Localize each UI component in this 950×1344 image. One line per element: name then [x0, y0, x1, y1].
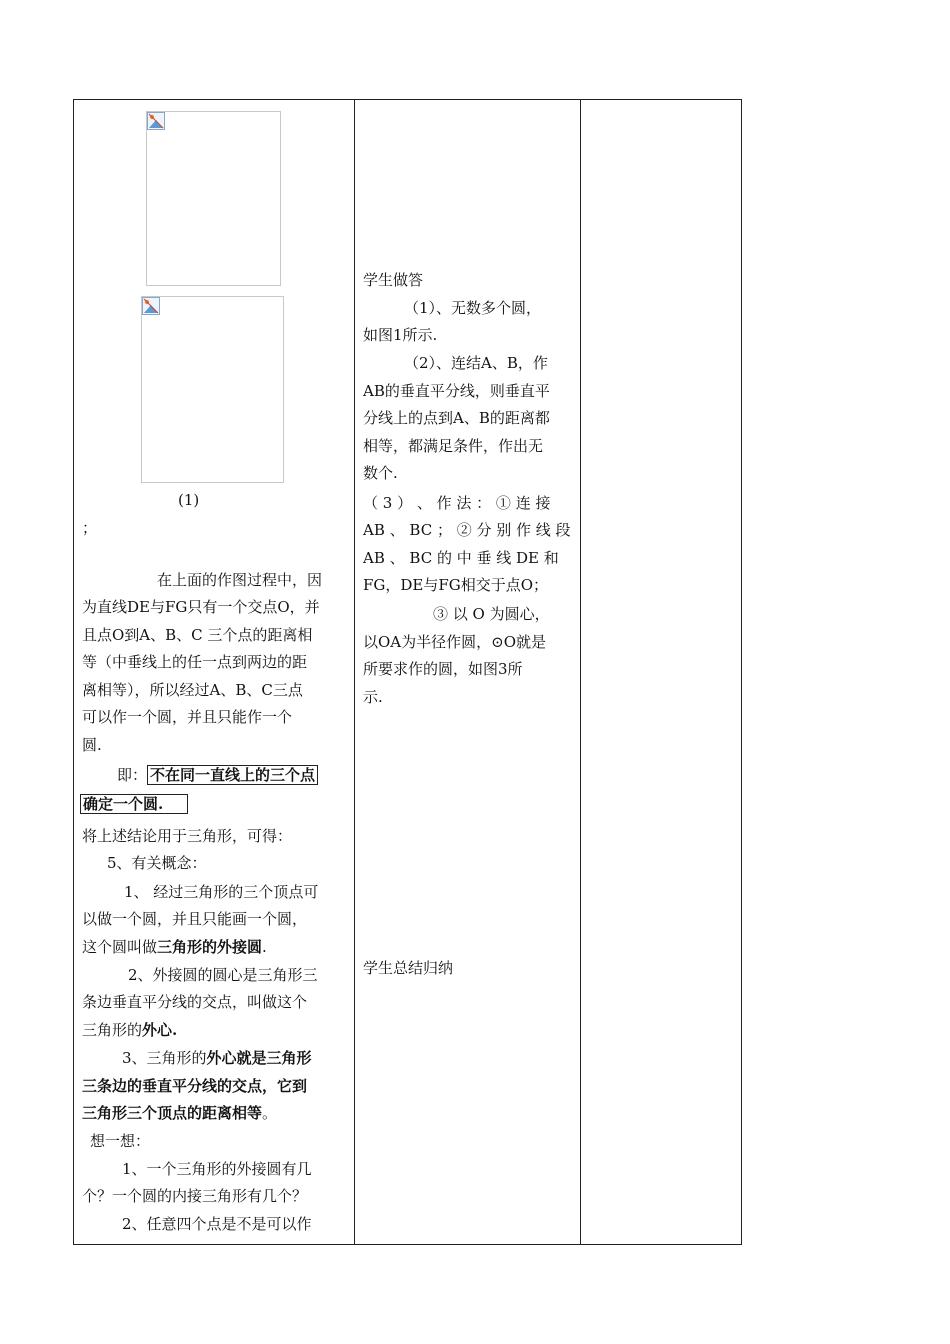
answer-1-line: （1）、无数多个圆，: [404, 299, 542, 317]
broken-image-icon: [147, 112, 165, 130]
summary-text: 学生总结归纳: [363, 959, 454, 977]
answer-4-line: ③ 以 O 为圆心，: [433, 605, 550, 623]
answer-3-line: FG，DE与FG相交于点O；: [363, 576, 549, 594]
conclusion-prefix: 即：: [117, 766, 148, 784]
answer-2-line: 分线上的点到A、B的距离都: [363, 409, 550, 427]
concept-3-line-2: 三条边的垂直平分线的交点，它到: [82, 1077, 308, 1095]
figure-caption: (1): [178, 491, 200, 509]
concept-3-line-3: [82, 1100, 277, 1128]
column-divider-2: [580, 100, 581, 1244]
answer-1-line: 如图1所示.: [363, 326, 438, 344]
concept-2-line: 2、外接圆的圆心是三角形三: [128, 966, 318, 984]
para-line: 为直线DE与FG只有一个交点O，并: [82, 598, 320, 616]
answer-2-line: （2）、连结A、B，作: [404, 354, 548, 372]
answer-4-line: 所要求作的圆，如图3所: [363, 660, 523, 678]
conclusion-line-2: [80, 791, 188, 819]
concept-3-end: 。: [262, 1104, 278, 1122]
para-line: 等（中垂线上的任一点到两边的距: [82, 653, 308, 671]
stray-semicolon: ；: [82, 519, 98, 537]
concept-1-end: .: [262, 938, 267, 956]
think-question-2: 2、任意四个点是不是可以作: [122, 1215, 312, 1233]
think-question-1: 1、一个三角形的外接圆有几: [122, 1160, 312, 1178]
answer-3-line: AB 、 BC 的 中 垂 线 DE 和: [363, 549, 559, 567]
conclusion-line-1: [117, 762, 318, 790]
concept-2-tail: [82, 1017, 177, 1045]
para-line: 在上面的作图过程中，因: [157, 571, 323, 589]
answer-4-line: 以OA为半径作圆，⊙O就是: [363, 633, 546, 651]
concept-3-bold: 三角形三个顶点的距离相等: [82, 1104, 263, 1122]
theorem-box-1: 不在同一直线上的三个点: [147, 765, 318, 785]
answer-heading: 学生做答: [363, 271, 424, 289]
apply-text: 将上述结论用于三角形，可得：: [82, 827, 293, 845]
circumcircle-term: 三角形的外接圆: [157, 938, 263, 956]
para-line: 离相等），所以经过A、B、C三点: [82, 681, 303, 699]
answer-4-line: 示.: [363, 688, 383, 706]
concept-1-tail: [82, 934, 267, 962]
para-line: 圆.: [82, 736, 102, 754]
concept-3-prefix: 3、三角形的: [122, 1049, 207, 1067]
answer-3-line: AB 、 BC ； ② 分 别 作 线 段: [363, 521, 571, 539]
think-heading: 想一想：: [90, 1132, 151, 1150]
circumcenter-term: 外心.: [142, 1021, 178, 1039]
figure-image-1: [146, 111, 281, 286]
para-line: 可以作一个圆，并且只能作一个: [82, 708, 293, 726]
figure-image-2: [141, 296, 284, 483]
concept-1-plain: 这个圆叫做: [82, 938, 158, 956]
answer-2-line: 数个.: [363, 464, 398, 482]
concept-2-plain: 三角形的: [82, 1021, 143, 1039]
theorem-box-2: 确定一个圆.: [80, 794, 188, 814]
answer-2-line: 相等，都满足条件，作出无: [363, 437, 544, 455]
column-divider-1: [354, 100, 355, 1244]
para-line: 且点O到A、B、C 三个点的距离相: [82, 626, 313, 644]
broken-image-icon: [142, 297, 160, 315]
concepts-heading: 5、有关概念：: [107, 854, 207, 872]
concept-1-line: 1、 经过三角形的三个顶点可: [124, 883, 319, 901]
concept-1-line: 以做一个圆，并且只能画一个圆，: [82, 910, 308, 928]
concept-2-line: 条边垂直平分线的交点，叫做这个: [82, 993, 308, 1011]
answer-2-line: AB的垂直平分线，则垂直平: [363, 382, 550, 400]
concept-3-bold: 外心就是三角形: [206, 1049, 312, 1067]
think-question-1: 个？一个圆的内接三角形有几个？: [82, 1187, 308, 1205]
answer-3-line: （ 3 ） 、 作 法 ： ① 连 接: [363, 494, 551, 512]
concept-3-line-1: [122, 1045, 312, 1073]
